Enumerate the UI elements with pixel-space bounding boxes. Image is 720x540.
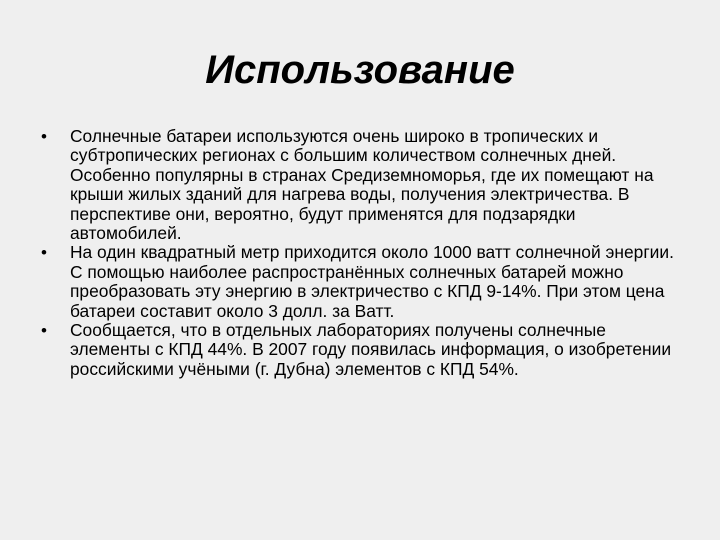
bullet-text: Сообщается, что в отдельных лабораториях получены солнечные элементы с КПД 44%. В 2007 году появилась информация, о изобретении российскими учёными (г. Дубна) элементов с КПД 54%.	[70, 320, 672, 379]
bullet-icon: •	[41, 243, 47, 263]
bullet-list	[38, 127, 688, 379]
bullet-icon: •	[41, 321, 47, 341]
slide-title: Использование	[205, 48, 515, 92]
bullet-text: На один квадратный метр приходится около 1000 ватт солнечной энергии. С помощью наиболее распространённых солнечных батарей можно преобразовать эту энергию в электричество с КПД 9-14%. При этом цена батареи составит около 3 долл. за Ватт.	[70, 242, 674, 321]
bullet-text: Солнечные батареи используются очень широко в тропических и субтропических регионах с большим количеством солнечных дней. Особенно популярны в странах Средиземноморья, где их помещают на крыши жилых зданий для нагрева воды, получения электричества. В перспективе они, вероятно, будут применятся для подзарядки автомобилей.	[70, 126, 654, 244]
bullet-item-3	[38, 321, 688, 379]
bullet-item-2	[38, 243, 688, 321]
bullet-icon: •	[41, 127, 47, 146]
bullet-item-1	[38, 127, 688, 243]
